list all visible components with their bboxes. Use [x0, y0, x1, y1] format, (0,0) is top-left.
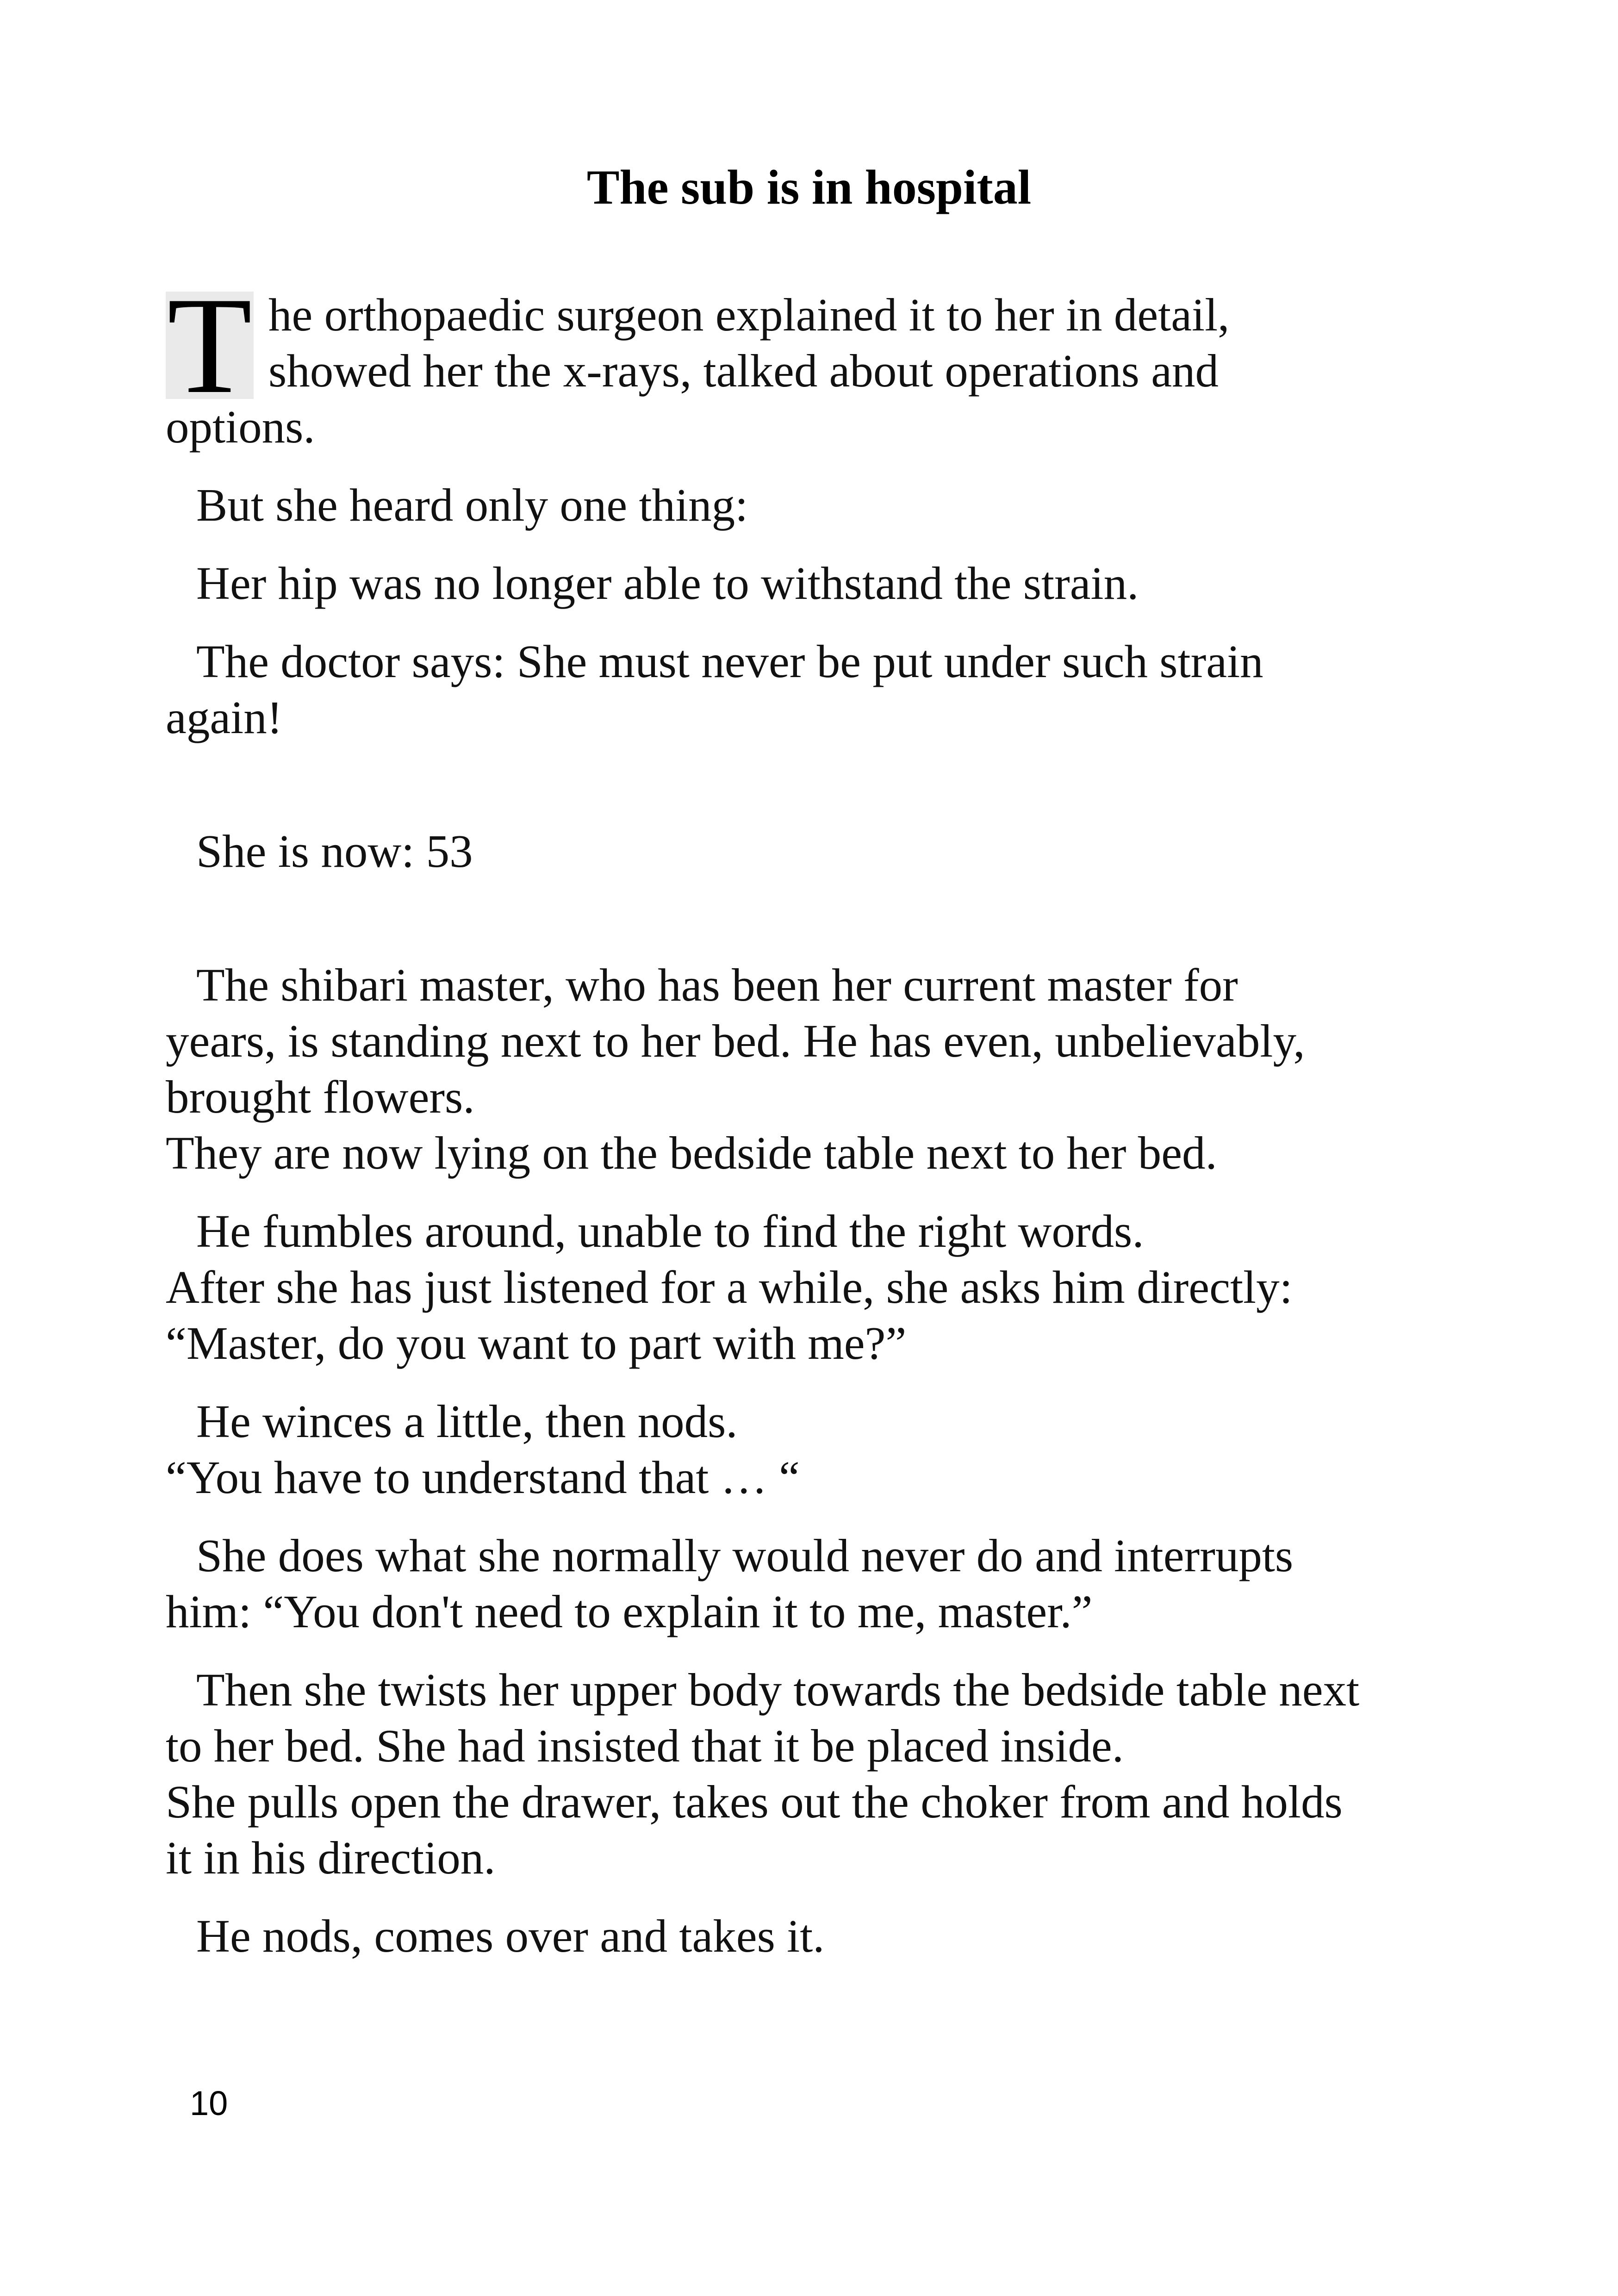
paragraph-7-line-3: “Master, do you want to part with me?” [166, 1317, 907, 1369]
paragraph-4-line-1: The doctor says: She must never be put under such strain [196, 635, 1263, 687]
paragraph-1-line-3: options. [166, 401, 315, 453]
paragraph-7 [166, 1203, 1462, 1371]
paragraph-8-line-1: He winces a little, then nods. [196, 1395, 738, 1447]
paragraph-6 [166, 957, 1462, 1181]
paragraph-6-line-4: They are now lying on the bedside table next to her bed. [166, 1127, 1217, 1179]
page-number: 10 [190, 2084, 228, 2122]
paragraph-10-line-1: Then she twists her upper body towards the bedside table next [196, 1664, 1360, 1716]
chapter-body [166, 268, 1462, 1964]
paragraph-5: She is now: 53 [196, 825, 473, 877]
paragraph-6-line-2: years, is standing next to her bed. He has even, unbelievably, [166, 1015, 1305, 1067]
paragraph-9-line-1: She does what she normally would never do and interrupts [196, 1530, 1294, 1581]
paragraph-4 [166, 634, 1462, 746]
paragraph-1 [166, 268, 1462, 455]
paragraph-10 [166, 1662, 1462, 1886]
paragraph-2: But she heard only one thing: [196, 479, 748, 531]
paragraph-7-line-2: After she has just listened for a while, she asks him directly: [166, 1261, 1293, 1313]
paragraph-8 [166, 1394, 1462, 1506]
paragraph-7-line-1: He fumbles around, unable to find the right words. [196, 1205, 1144, 1257]
paragraph-6-line-1: The shibari master, who has been her current master for [196, 959, 1238, 1011]
paragraph-1-line-2: showed her the x-rays, talked about operations and [268, 345, 1219, 397]
paragraph-9 [166, 1528, 1462, 1640]
paragraph-1-line-1: he orthopaedic surgeon explained it to her in detail, [268, 289, 1230, 341]
chapter-title: The sub is in hospital [586, 160, 1032, 214]
paragraph-4-line-2: again! [166, 691, 283, 743]
paragraph-10-line-4: it in his direction. [166, 1832, 496, 1884]
paragraph-9-line-2: him: “You don't need to explain it to me, master.” [166, 1586, 1093, 1637]
paragraph-10-line-3: She pulls open the drawer, takes out the choker from and holds [166, 1776, 1343, 1828]
paragraph-8-line-2: “You have to understand that … “ [166, 1451, 800, 1503]
paragraph-3: Her hip was no longer able to withstand the strain. [196, 557, 1139, 609]
paragraph-10-line-2: to her bed. She had insisted that it be placed inside. [166, 1720, 1124, 1772]
paragraph-11: He nods, comes over and takes it. [196, 1910, 825, 1962]
paragraph-6-line-3: brought flowers. [166, 1071, 475, 1123]
drop-cap: T [166, 292, 254, 399]
